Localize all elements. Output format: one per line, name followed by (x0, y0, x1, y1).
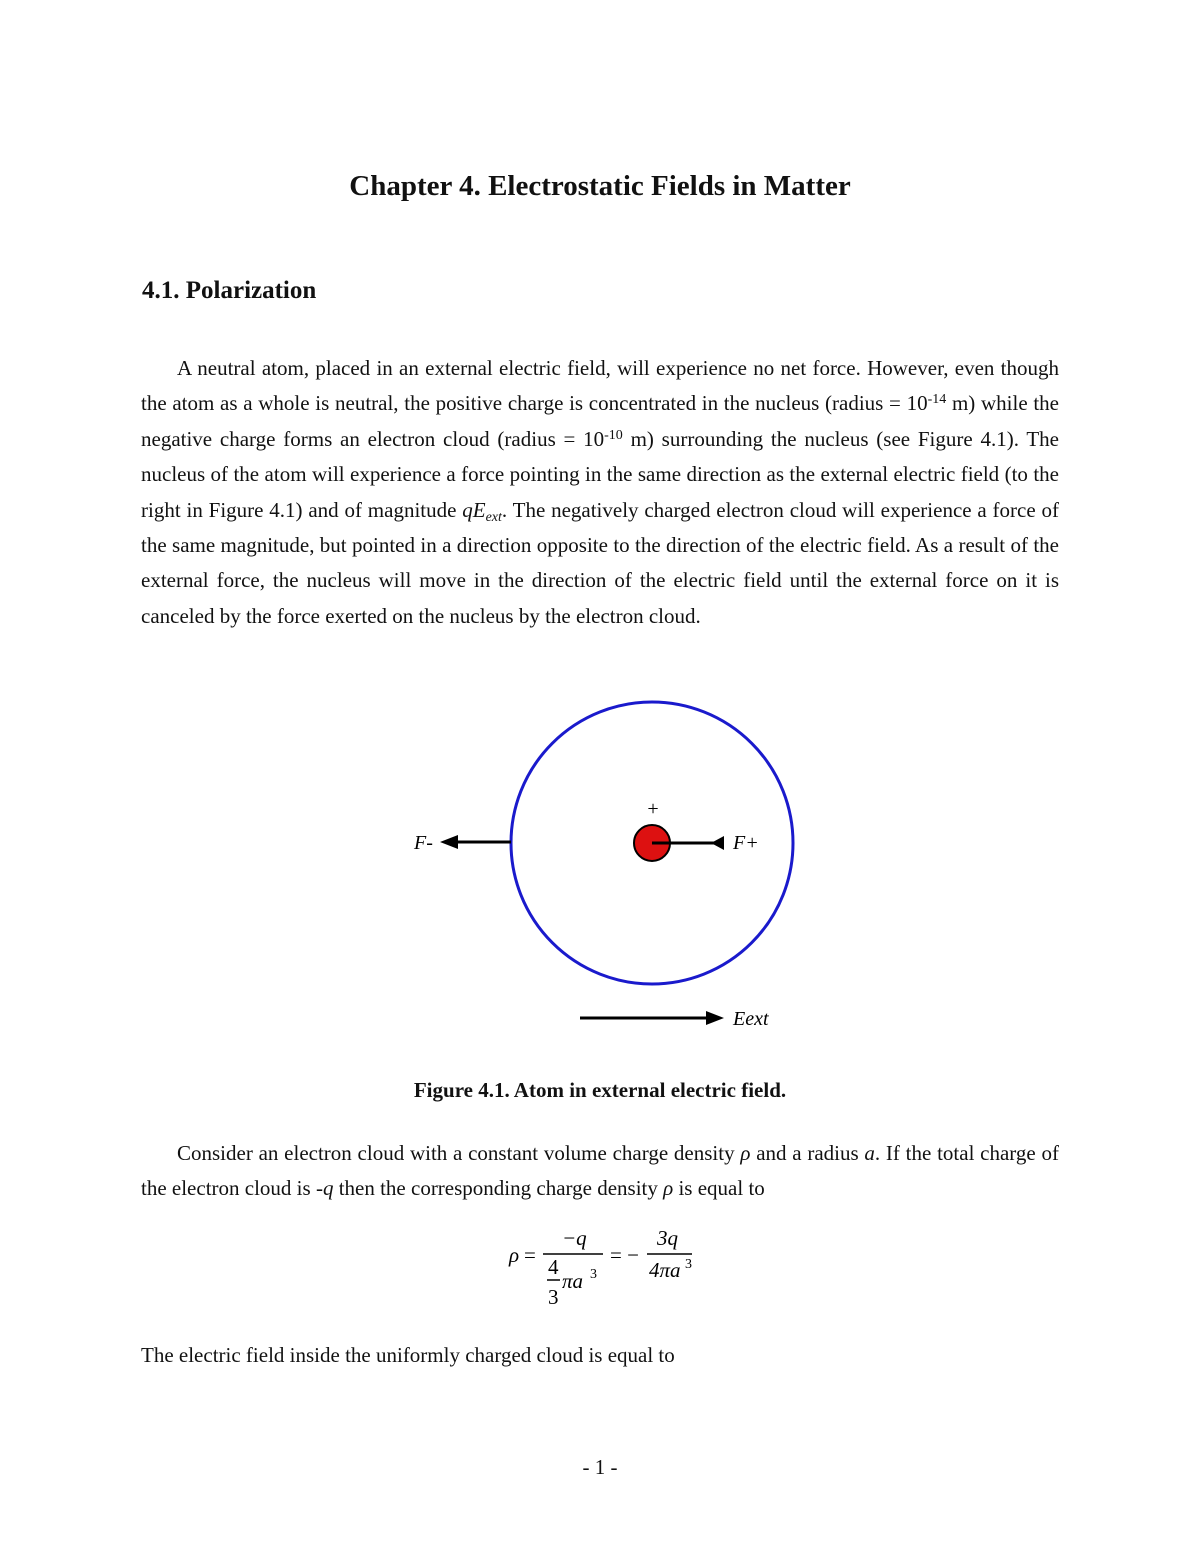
para2-text-5: is equal to (673, 1176, 765, 1201)
section-title: 4.1. Polarization (142, 277, 317, 304)
f-plus-arrowhead (711, 836, 724, 850)
para2-text-1: Consider an electron cloud with a constant volume charge density (177, 1141, 741, 1165)
eext-label: Eext (733, 1008, 769, 1030)
math-rho-2: ρ (663, 1176, 674, 1201)
math-a: a (864, 1141, 875, 1165)
eq-den2: 4πa (649, 1258, 681, 1282)
para2-text-2: and a radius (750, 1141, 865, 1165)
f-plus-label: F+ (733, 832, 759, 854)
para1-exponent-nucleus: -14 (927, 392, 947, 408)
paragraph-charge-density (141, 1136, 1059, 1207)
page-number: - 1 - (582, 1455, 618, 1479)
paragraph-field-inside: The electric field inside the uniformly charged cloud is equal to (141, 1343, 675, 1367)
para2-text-4: then the corresponding charge density (333, 1176, 664, 1201)
para1-text-2: m) while the negative charge forms an electron cloud (radius = 10 (141, 391, 1059, 451)
chapter-title: Chapter 4. Electrostatic Fields in Matter (349, 170, 851, 202)
eq-numerator-1: −q (562, 1226, 587, 1250)
eq-numerator-2: 3q (657, 1226, 678, 1250)
eq-den1-exp: 3 (590, 1267, 597, 1282)
equation-charge-density (0, 1218, 1200, 1318)
eq-den1-num: 4 (548, 1255, 559, 1279)
paragraph-polarization-intro (141, 351, 1059, 634)
math-qE: qE (462, 497, 486, 522)
math-ext-subscript: ext (485, 509, 502, 525)
eq-den2-exp: 3 (685, 1257, 692, 1272)
math-rho-1: ρ (740, 1141, 751, 1165)
eq-equals-1: = (524, 1243, 536, 1267)
f-minus-label: F- (414, 832, 433, 854)
eq-equals-2: = − (610, 1243, 639, 1267)
para1-text-3: m) surrounding the nucleus (see Figure 4.1). The nucleus of the atom will experience a force pointing in the same direction as the external electric field (to the right in Figure 4.1) and of magnitude (141, 426, 1059, 522)
figure-caption: Figure 4.1. Atom in external electric field. (413, 1078, 787, 1102)
eq-rho: ρ (509, 1243, 520, 1267)
eq-den1-den: 3 (548, 1285, 559, 1309)
plus-label: + (647, 798, 659, 820)
para1-text-4: . The negatively charged electron cloud will experience a force of the same magnitude, but pointed in a direction opposite to the direction of the electric field. As a result of the external force, the nucleus will move in the direction of the electric field until the external force on it is canceled by the force exerted on the nucleus by the electron cloud. (141, 497, 1059, 628)
eext-arrowhead (706, 1011, 724, 1025)
para1-exponent-cloud: -10 (604, 427, 623, 443)
para2-text-3: . If the total charge of the electron cloud is - (141, 1141, 1059, 1201)
f-minus-arrowhead (440, 835, 458, 849)
para1-text-1: A neutral atom, placed in an external electric field, will experience no net force. However, even though the atom as a whole is neutral, the positive charge is concentrated in the nucleus (radius = 10 (141, 356, 1059, 416)
math-q: q (322, 1176, 334, 1201)
figure-atom-diagram (0, 690, 1200, 1040)
eq-den1-rest: πa (562, 1269, 584, 1293)
